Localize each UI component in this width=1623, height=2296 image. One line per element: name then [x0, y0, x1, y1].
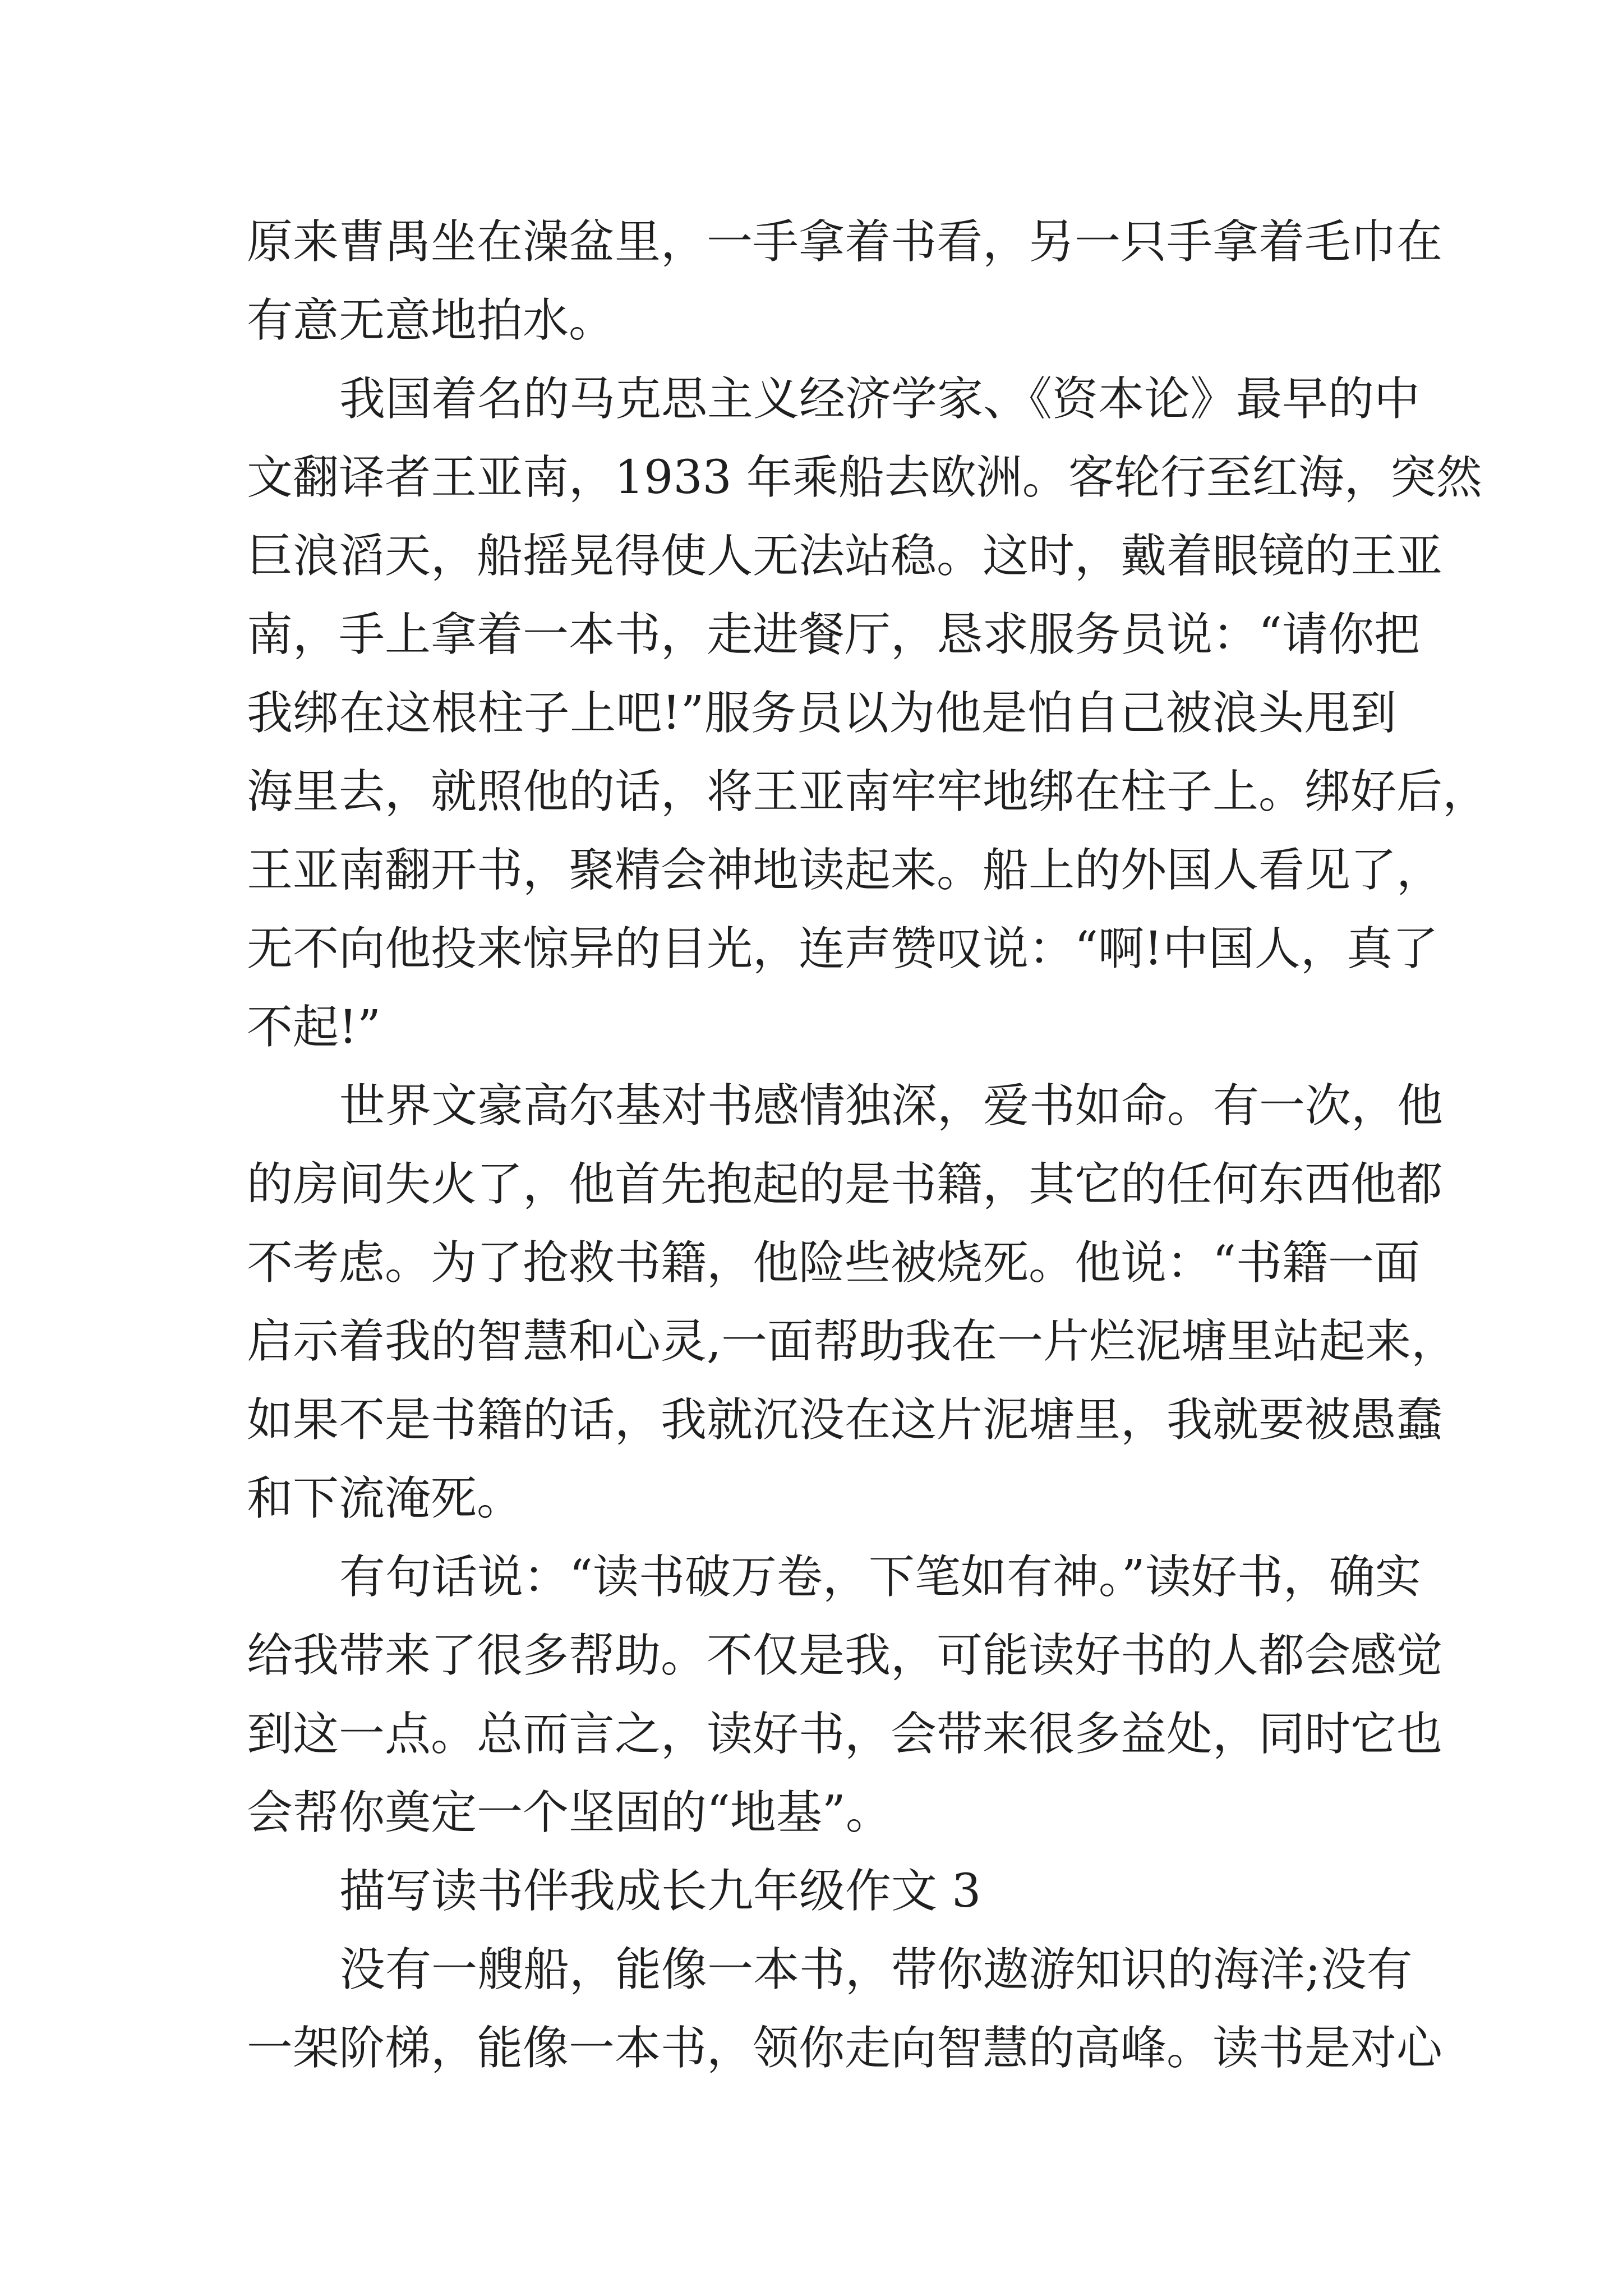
text-line: 王亚南翻开书，聚精会神地读起来。船上的外国人看见了，: [247, 844, 1443, 897]
text-line: 启示着我的智慧和心灵,一面帮助我在一片烂泥塘里站起来，: [247, 1315, 1458, 1368]
text-line: 不考虑。为了抢救书籍，他险些被烧死。他说：“书籍一面: [247, 1236, 1420, 1290]
text-line: 无不向他投来惊异的目光，连声赞叹说：“啊!中国人，真了: [247, 922, 1438, 976]
text-line: 南，手上拿着一本书，走进餐厅，恳求服务员说：“请你把: [247, 608, 1420, 661]
text-line: 会帮你奠定一个坚固的“地基”。: [247, 1786, 892, 1839]
text-line: 的房间失火了，他首先抱起的是书籍，其它的任何东西他都: [247, 1158, 1443, 1211]
text-line: 没有一艘船，能像一本书，带你遨游知识的海洋;没有: [339, 1943, 1413, 1996]
text-line: 和下流淹死。: [247, 1472, 523, 1525]
text-line: 原来曹禺坐在澡盆里，一手拿着书看，另一只手拿着毛巾在: [247, 215, 1443, 269]
text-line: 如果不是书籍的话，我就沉没在这片泥塘里，我就要被愚蠢: [247, 1393, 1443, 1447]
text-line: 海里去，就照他的话，将王亚南牢牢地绑在柱子上。绑好后，: [247, 765, 1489, 818]
text-line: 文翻译者王亚南，1933 年乘船去欧洲。客轮行至红海，突然: [247, 451, 1482, 504]
text-line: 一架阶梯，能像一本书，领你走向智慧的高峰。读书是对心: [247, 2022, 1443, 2075]
text-line: 有句话说：“读书破万卷，下笔如有神。”读好书，确实: [339, 1550, 1421, 1604]
text-line: 世界文豪高尔基对书感情独深，爱书如命。有一次，他: [339, 1079, 1444, 1133]
text-line: 到这一点。总而言之，读好书，会带来很多益处，同时它也: [247, 1708, 1443, 1761]
text-line: 给我带来了很多帮助。不仅是我，可能读好书的人都会感觉: [247, 1629, 1443, 1682]
text-line: 有意无意地拍水。: [247, 294, 615, 347]
text-line: 我国着名的马克思主义经济学家、《资本论》最早的中: [339, 372, 1421, 426]
text-line: 我绑在这根柱子上吧!”服务员以为他是怕自己被浪头甩到: [247, 687, 1396, 740]
text-line: 巨浪滔天，船摇晃得使人无法站稳。这时，戴着眼镜的王亚: [247, 530, 1443, 583]
section-heading: 描写读书伴我成长九年级作文 3: [339, 1865, 981, 1918]
text-line: 不起!”: [247, 1001, 381, 1054]
